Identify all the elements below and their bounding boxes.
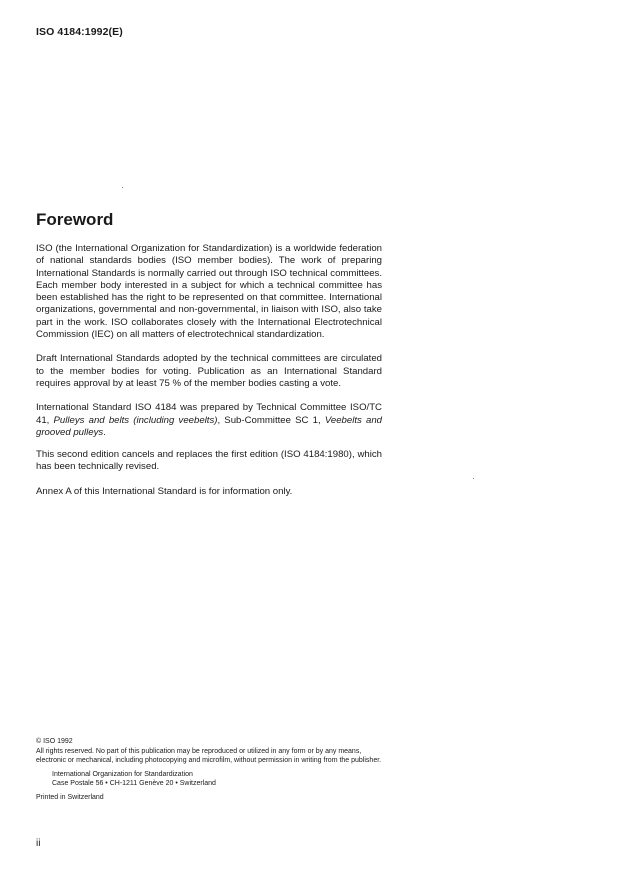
paragraph-annex: Annex A of this International Standard is for information only. bbox=[36, 485, 293, 497]
copyright-notice: © ISO 1992 bbox=[36, 738, 73, 745]
committee-text-2: , Sub-Committee SC 1, bbox=[217, 414, 325, 426]
document-code: ISO 4184:1992(E) bbox=[36, 26, 123, 38]
copyright-block bbox=[36, 737, 386, 802]
paragraph-committee bbox=[36, 402, 382, 439]
paragraph-draft-standards: Draft International Standards adopted by the technical committees are circulated to the member bodies for voting. Publication as an International Standard requires approval by at least 75 % of the member bodies casting a vote. bbox=[36, 353, 382, 389]
committee-name: Pulleys and belts (including veebelts) bbox=[53, 414, 218, 426]
scan-speck bbox=[473, 478, 474, 479]
foreword-body bbox=[36, 243, 382, 510]
paragraph-edition: This second edition cancels and replaces the first edition (ISO 4184:1980), which has been technically revised. bbox=[36, 449, 382, 473]
paragraph-iso-description: ISO (the International Organization for Standardization) is a worldwide federation of national standards bodies (ISO member bodies). The work of preparing International Standards is normally carried out through ISO technical committees. Each member body interested in a subject for which a technical committee has been established has the right to be represented on that committee. International organizations, governmental and non-governmental, in liaison with ISO, also take part in the work. ISO collaborates closely with the International Electrotechnical Commission (IEC) on all matters of electrotechnical standardization. bbox=[36, 243, 382, 341]
rights-statement: All rights reserved. No part of this publication may be reproduced or utilized in any form or by any means, electronic or mechanical, including photocopying and microfilm, without permission in writing from the publisher. bbox=[36, 747, 382, 764]
organization-name: International Organization for Standardization bbox=[52, 770, 193, 778]
page-title: Foreword bbox=[36, 210, 114, 229]
page-number: ii bbox=[36, 838, 41, 849]
committee-text-1: International Standard ISO 4184 was prepared by Technical Committee ISO/TC 41, bbox=[36, 402, 382, 426]
printed-location: Printed in Switzerland bbox=[36, 793, 104, 801]
scan-speck bbox=[122, 187, 123, 188]
organization-address: Case Postale 56 • CH-1211 Genève 20 • Switzerland bbox=[52, 780, 216, 787]
committee-text-3: . bbox=[103, 426, 106, 438]
subcommittee-name: Veebelts and grooved pulleys bbox=[36, 414, 382, 438]
